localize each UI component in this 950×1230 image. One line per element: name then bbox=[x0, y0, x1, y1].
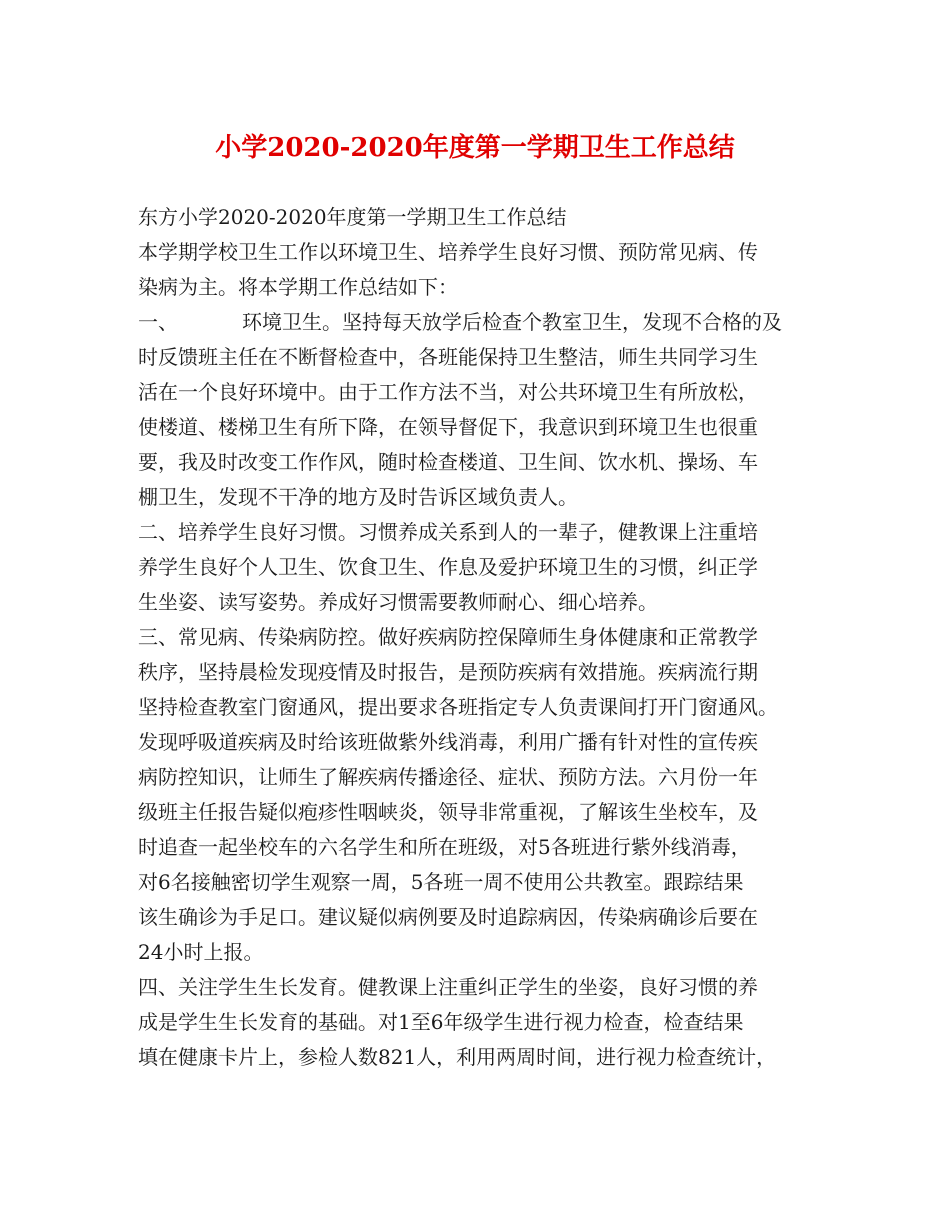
body-line: 级班主任报告疑似疱疹性咽峡炎，领导非常重视，了解该生坐校车，及 bbox=[138, 800, 758, 824]
body-line: 成是学生生长发育的基础。对1至6年级学生进行视力检查，检查结果 bbox=[138, 1010, 744, 1034]
body-line: 四、关注学生生长发育。健教课上注重纠正学生的坐姿，良好习惯的养 bbox=[138, 975, 758, 999]
body-line: 生坐姿、读写姿势。养成好习惯需要教师耐心、细心培养。 bbox=[138, 590, 658, 614]
body-line: 染病为主。将本学期工作总结如下： bbox=[138, 275, 458, 299]
body-line: 本学期学校卫生工作以环境卫生、培养学生良好习惯、预防常见病、传 bbox=[138, 240, 758, 264]
body-line: 活在一个良好环境中。由于工作方法不当，对公共环境卫生有所放松， bbox=[138, 380, 758, 404]
body-line: 二、培养学生良好习惯。习惯养成关系到人的一辈子，健教课上注重培 bbox=[138, 520, 758, 544]
document-body bbox=[138, 200, 828, 1075]
body-line: 棚卫生，发现不干净的地方及时告诉区域负责人。 bbox=[138, 485, 578, 509]
body-line: 发现呼吸道疾病及时给该班做紫外线消毒，利用广播有针对性的宣传疾 bbox=[138, 730, 758, 754]
section-one-marker: 一、 bbox=[138, 310, 178, 334]
document-title: 小学2020-2020年度第一学期卫生工作总结 bbox=[215, 133, 735, 163]
body-line: 东方小学2020-2020年度第一学期卫生工作总结 bbox=[138, 205, 567, 229]
body-line: 该生确诊为手足口。建议疑似病例要及时追踪病因，传染病确诊后要在 bbox=[138, 905, 758, 929]
body-line: 养学生良好个人卫生、饮食卫生、作息及爱护环境卫生的习惯，纠正学 bbox=[138, 555, 758, 579]
body-line: 时反馈班主任在不断督检查中，各班能保持卫生整洁，师生共同学习生 bbox=[138, 345, 758, 369]
body-line: 使楼道、楼梯卫生有所下降，在领导督促下，我意识到环境卫生也很重 bbox=[138, 415, 758, 439]
body-line: 坚持检查教室门窗通风，提出要求各班指定专人负责课间打开门窗通风。 bbox=[138, 695, 778, 719]
body-line: 三、常见病、传染病防控。做好疾病防控保障师生身体健康和正常教学 bbox=[138, 625, 758, 649]
body-line: 秩序，坚持晨检发现疫情及时报告，是预防疾病有效措施。疾病流行期 bbox=[138, 660, 758, 684]
body-line: 要，我及时改变工作作风，随时检查楼道、卫生间、饮水机、操场、车 bbox=[138, 450, 758, 474]
body-line: 对6名接触密切学生观察一周，5各班一周不使用公共教室。跟踪结果 bbox=[138, 870, 744, 894]
body-line: 病防控知识，让师生了解疾病传播途径、症状、预防方法。六月份一年 bbox=[138, 765, 758, 789]
body-line: 24小时上报。 bbox=[138, 940, 264, 964]
body-line-section-one bbox=[138, 305, 828, 340]
body-line: 填在健康卡片上，参检人数821人，利用两周时间，进行视力检查统计， bbox=[138, 1045, 777, 1069]
section-one-text: 环境卫生。坚持每天放学后检查个教室卫生，发现不合格的及 bbox=[242, 310, 782, 334]
body-line: 时追查一起坐校车的六名学生和所在班级，对5各班进行紫外线消毒， bbox=[138, 835, 751, 859]
